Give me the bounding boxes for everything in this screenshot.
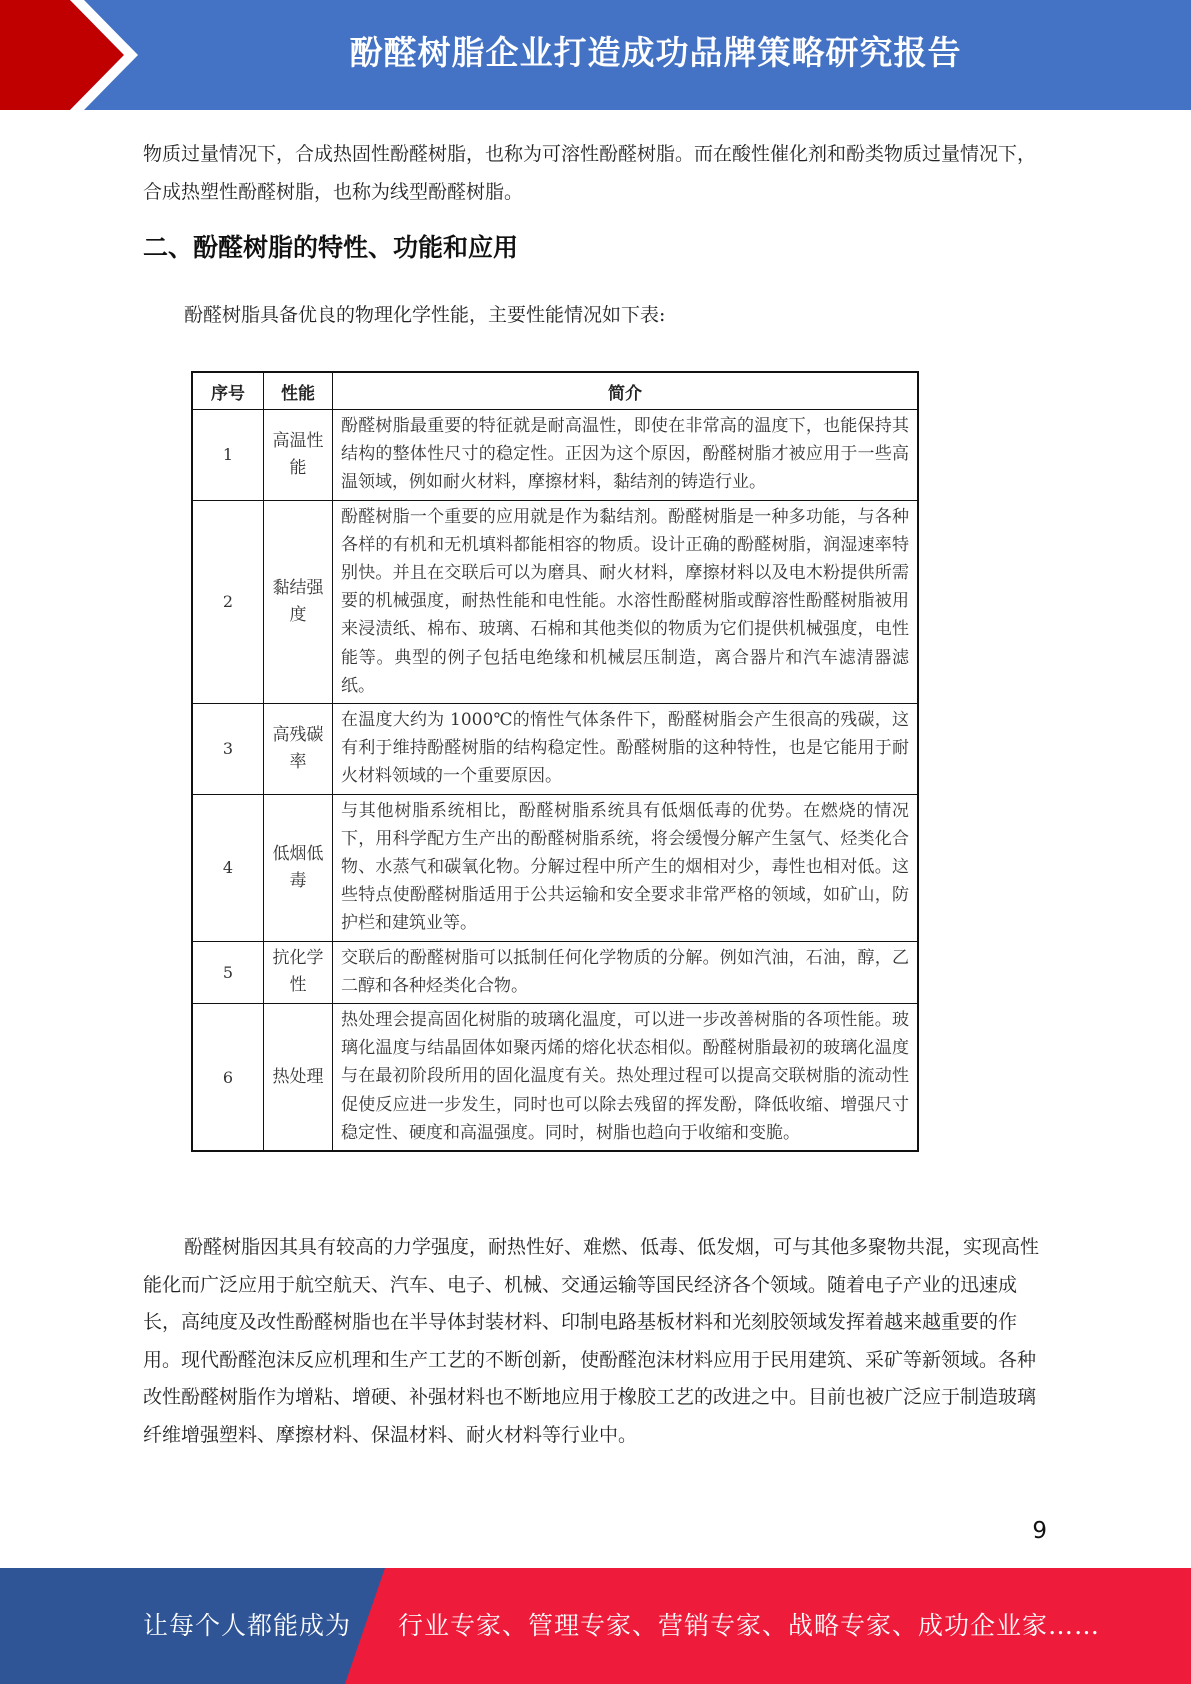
column-header-description: 简介: [333, 372, 919, 410]
header-chevron-decoration: [0, 0, 160, 110]
row-number: 3: [192, 704, 264, 795]
row-property: 低烟低毒: [264, 794, 333, 941]
row-number: 2: [192, 500, 264, 703]
table-header-row: [192, 372, 918, 410]
footer-slogan-right: 行业专家、管理专家、营销专家、战略专家、成功企业家……: [398, 1611, 1101, 1640]
row-description: 在温度大约为 1000℃的惰性气体条件下，酚醛树脂会产生很高的残碳，这有利于维持酚醛树脂的结构稳定性。酚醛树脂的这种特性，也是它能用于耐火材料领域的一个重要原因。: [333, 704, 919, 795]
row-description: 交联后的酚醛树脂可以抵制任何化学物质的分解。例如汽油，石油，醇，乙二醇和各种烃类化合物。: [333, 941, 919, 1003]
intro-paragraph: 物质过量情况下，合成热固性酚醛树脂，也称为可溶性酚醛树脂。而在酸性催化剂和酚类物质过量情况下，合成热塑性酚醛树脂，也称为线型酚醛树脂。: [143, 143, 1037, 203]
row-description: 酚醛树脂一个重要的应用就是作为黏结剂。酚醛树脂是一种多功能，与各种各样的有机和无机填料都能相容的物质。设计正确的酚醛树脂，润湿速率特别快。并且在交联后可以为磨具、耐火材料，摩擦材料以及电木粉提供所需要的机械强度，耐热性能和电性能。水溶性酚醛树脂或醇溶性酚醛树脂被用来浸渍纸、棉布、玻璃、石棉和其他类似的物质为它们提供机械强度，电性能等。典型的例子包括电绝缘和机械层压制造，离合器片和汽车滤清器滤纸。: [333, 500, 919, 703]
row-property: 高残碳率: [264, 704, 333, 795]
column-header-property: 性能: [264, 372, 333, 410]
row-number: 1: [192, 410, 264, 501]
properties-table: [191, 371, 919, 1152]
row-property: 热处理: [264, 1004, 333, 1152]
row-description: 酚醛树脂最重要的特征就是耐高温性，即使在非常高的温度下，也能保持其结构的整体性尺寸的稳定性。正因为这个原因，酚醛树脂才被应用于一些高温领域，例如耐火材料，摩擦材料，黏结剂的铸造行业。: [333, 410, 919, 501]
row-property: 抗化学性: [264, 941, 333, 1003]
row-property: 黏结强度: [264, 500, 333, 703]
row-number: 4: [192, 794, 264, 941]
page-header: [0, 0, 1191, 110]
footer-slogan-left: 让每个人都能成为: [143, 1611, 352, 1640]
table-row: [192, 794, 918, 941]
table-row: [192, 410, 918, 501]
page-number: 9: [1032, 1518, 1047, 1544]
table-row: [192, 500, 918, 703]
column-header-no: 序号: [192, 372, 264, 410]
row-number: 5: [192, 941, 264, 1003]
row-description: 热处理会提高固化树脂的玻璃化温度，可以进一步改善树脂的各项性能。玻璃化温度与结晶固体如聚丙烯的熔化状态相似。酚醛树脂最初的玻璃化温度与在最初阶段所用的固化温度有关。热处理过程可以提高交联树脂的流动性促使反应进一步发生，同时也可以除去残留的挥发酚，降低收缩、增强尺寸稳定性、硬度和高温强度。同时，树脂也趋向于收缩和变脆。: [333, 1004, 919, 1152]
table-row: [192, 1004, 918, 1152]
table-row: [192, 941, 918, 1003]
closing-paragraph: 酚醛树脂因其具有较高的力学强度，耐热性好、难燃、低毒、低发烟，可与其他多聚物共混，实现高性能化而广泛应用于航空航天、汽车、电子、机械、交通运输等国民经济各个领域。随着电子产业的迅速成长，高纯度及改性酚醛树脂也在半导体封装材料、印制电路基板材料和光刻胶领域发挥着越来越重要的作用。现代酚醛泡沫反应机理和生产工艺的不断创新，使酚醛泡沫材料应用于民用建筑、采矿等新领域。各种改性酚醛树脂作为增粘、增硬、补强材料也不断地应用于橡胶工艺的改进之中。目前也被广泛应于制造玻璃纤维增强塑料、摩擦材料、保温材料、耐火材料等行业中。: [143, 1236, 1040, 1446]
row-number: 6: [192, 1004, 264, 1152]
row-description: 与其他树脂系统相比，酚醛树脂系统具有低烟低毒的优势。在燃烧的情况下，用科学配方生产出的酚醛树脂系统，将会缓慢分解产生氢气、烃类化合物、水蒸气和碳氧化物。分解过程中所产生的烟相对少，毒性也相对低。这些特点使酚醛树脂适用于公共运输和安全要求非常严格的领域，如矿山，防护栏和建筑业等。: [333, 794, 919, 941]
table-row: [192, 704, 918, 795]
row-property: 高温性能: [264, 410, 333, 501]
report-title: 酚醛树脂企业打造成功品牌策略研究报告: [349, 33, 962, 72]
section-heading: 二、酚醛树脂的特性、功能和应用: [143, 233, 519, 262]
page-footer: [0, 1568, 1191, 1684]
table-intro-paragraph: 酚醛树脂具备优良的物理化学性能，主要性能情况如下表:: [184, 304, 666, 326]
